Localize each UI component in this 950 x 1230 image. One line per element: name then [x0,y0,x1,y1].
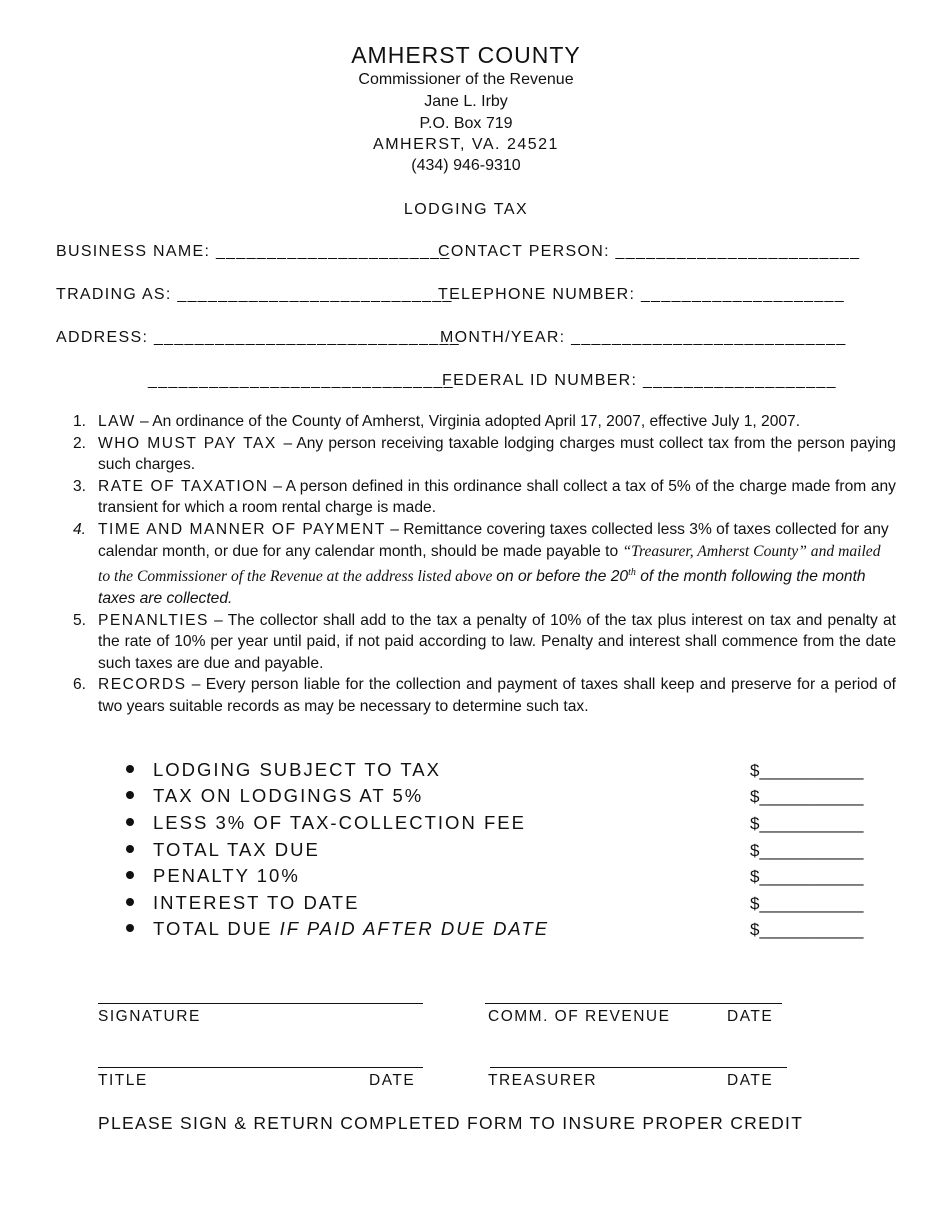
due-date-text-cont: of the month following the month taxes are collected. [98,568,866,607]
summary-row-collection-fee [126,812,526,834]
form-title: LODGING TAX [403,201,529,218]
amount-field[interactable]: $___________ [750,787,864,806]
summary-label: TOTAL DUE [153,918,280,939]
item-number: 3. [72,477,86,495]
comm-revenue-label: COMM. OF REVENUE [488,1008,671,1025]
item-heading: RATE OF TAXATION [98,477,269,495]
summary-row-total-due [126,918,549,940]
summary-row-lodging-subject [126,759,441,781]
item-separator: – [186,676,206,694]
federal-id-field[interactable]: FEDERAL ID NUMBER: ___________________ [442,372,837,389]
summary-row-penalty [126,865,300,887]
summary-label: TAX ON LODGINGS AT 5% [153,785,424,806]
amount-field[interactable]: $___________ [750,867,864,886]
list-item [66,411,896,433]
summary-label: TOTAL TAX DUE [153,839,320,860]
bullet-icon [126,924,134,932]
date-label: DATE [727,1072,774,1089]
date-label: DATE [727,1008,774,1025]
item-text: Remittance covering taxes collected less 3% of taxes collected for any calendar month, or due for any calendar month, should be made payable to [98,520,889,560]
item-separator: – [268,477,286,495]
item-text: An ordinance of the County of Amherst, Virginia adopted April 17, 2007, effective July 1, 2007. [152,413,801,430]
telephone-field[interactable]: TELEPHONE NUMBER: ____________________ [438,286,845,303]
title-label: TITLE [98,1072,148,1089]
list-item [66,610,896,675]
item-number: 2. [72,434,86,452]
summary-label: INTEREST TO DATE [153,892,360,913]
bullet-icon [126,871,134,879]
item-number: 4. [72,520,86,538]
item-text: Any person receiving taxable lodging charges must collect tax from the person paying such charges. [98,434,896,474]
signature-line[interactable] [98,1003,423,1004]
bullet-icon [126,818,134,826]
ordinance-items [66,411,896,718]
item-separator: – [208,611,228,629]
summary-label: PENALTY 10% [153,865,300,886]
bullet-icon [126,791,134,799]
item-number: 1. [72,413,86,430]
bullet-icon [126,898,134,906]
item-separator: – [385,520,404,538]
item-separator: – [135,413,153,430]
commissioner-name: Jane L. Irby [424,93,508,110]
county-title: AMHERST COUNTY [351,42,581,68]
treasurer-label: TREASURER [488,1072,598,1089]
address-line2-field[interactable]: ______________________________ [148,372,454,389]
due-date-text: on or before the 20 [496,568,629,586]
trading-as-field[interactable]: TRADING AS: ___________________________ [56,286,453,303]
summary-row-interest [126,892,359,914]
item-text: Every person liable for the collection and payment of taxes shall keep and preserve for a period of two years suitable records as may be necessary to determine such tax. [98,676,896,715]
amount-field[interactable]: $___________ [750,841,864,860]
contact-person-field[interactable]: CONTACT PERSON: ________________________ [438,243,861,260]
item-heading: RECORDS [98,676,187,694]
list-item [66,674,896,717]
summary-row-total-tax-due [126,839,320,861]
payee-quote: “Treasurer, Amherst County” [622,542,807,560]
treasurer-signature-line[interactable] [490,1067,787,1068]
amount-field[interactable]: $___________ [750,814,864,833]
business-name-field[interactable]: BUSINESS NAME: _______________________ [56,243,451,260]
bullet-icon [126,765,134,773]
summary-row-tax-on-lodgings [126,785,423,807]
summary-label-italic: IF PAID AFTER DUE DATE [279,918,550,939]
item-heading: LAW [98,413,136,430]
item-separator: – [283,434,297,452]
summary-label: LODGING SUBJECT TO TAX [153,759,441,780]
date-label: DATE [369,1072,416,1089]
item-heading: TIME AND MANNER OF PAYMENT [98,520,386,538]
item-heading: PENANLTIES [98,611,209,629]
item-number: 6. [72,676,86,694]
bullet-icon [126,845,134,853]
po-box: P.O. Box 719 [419,115,513,132]
city-state-zip: AMHERST, VA. 24521 [373,136,559,153]
item-number: 5. [72,611,86,629]
address-field[interactable]: ADDRESS: ______________________________ [56,329,460,346]
amount-field[interactable]: $___________ [750,894,864,913]
item-heading: WHO MUST PAY TAX [98,434,284,452]
footer-instruction: PLEASE SIGN & RETURN COMPLETED FORM TO INSURE PROPER CREDIT [98,1113,804,1133]
list-item [66,476,896,519]
phone-number: (434) 946-9310 [411,157,521,174]
item-text: A person defined in this ordinance shall collect a tax of 5% of the charge made from any transient for which a room rental charge is made. [98,477,896,517]
office-name: Commissioner of the Revenue [358,71,574,88]
superscript-th: th [628,567,636,579]
item-text: The collector shall add to the tax a penalty of 10% of the tax plus interest on tax and penalty at the rate of 10% per year until paid, if not paid according to law. Penalty and interest shall commence from the date such taxes are due and payable. [98,611,896,672]
amount-field[interactable]: $___________ [750,761,864,780]
item-text-mid: and mailed to the Commissioner of the Revenue at the address listed above [98,542,881,586]
list-item [66,519,896,610]
signature-label: SIGNATURE [98,1008,201,1025]
summary-label: LESS 3% OF TAX-COLLECTION FEE [153,812,526,833]
title-line[interactable] [98,1067,423,1068]
list-item [66,433,896,476]
amount-field[interactable]: $___________ [750,920,864,939]
month-year-field[interactable]: MONTH/YEAR: ___________________________ [440,329,847,346]
comm-revenue-signature-line[interactable] [485,1003,782,1004]
